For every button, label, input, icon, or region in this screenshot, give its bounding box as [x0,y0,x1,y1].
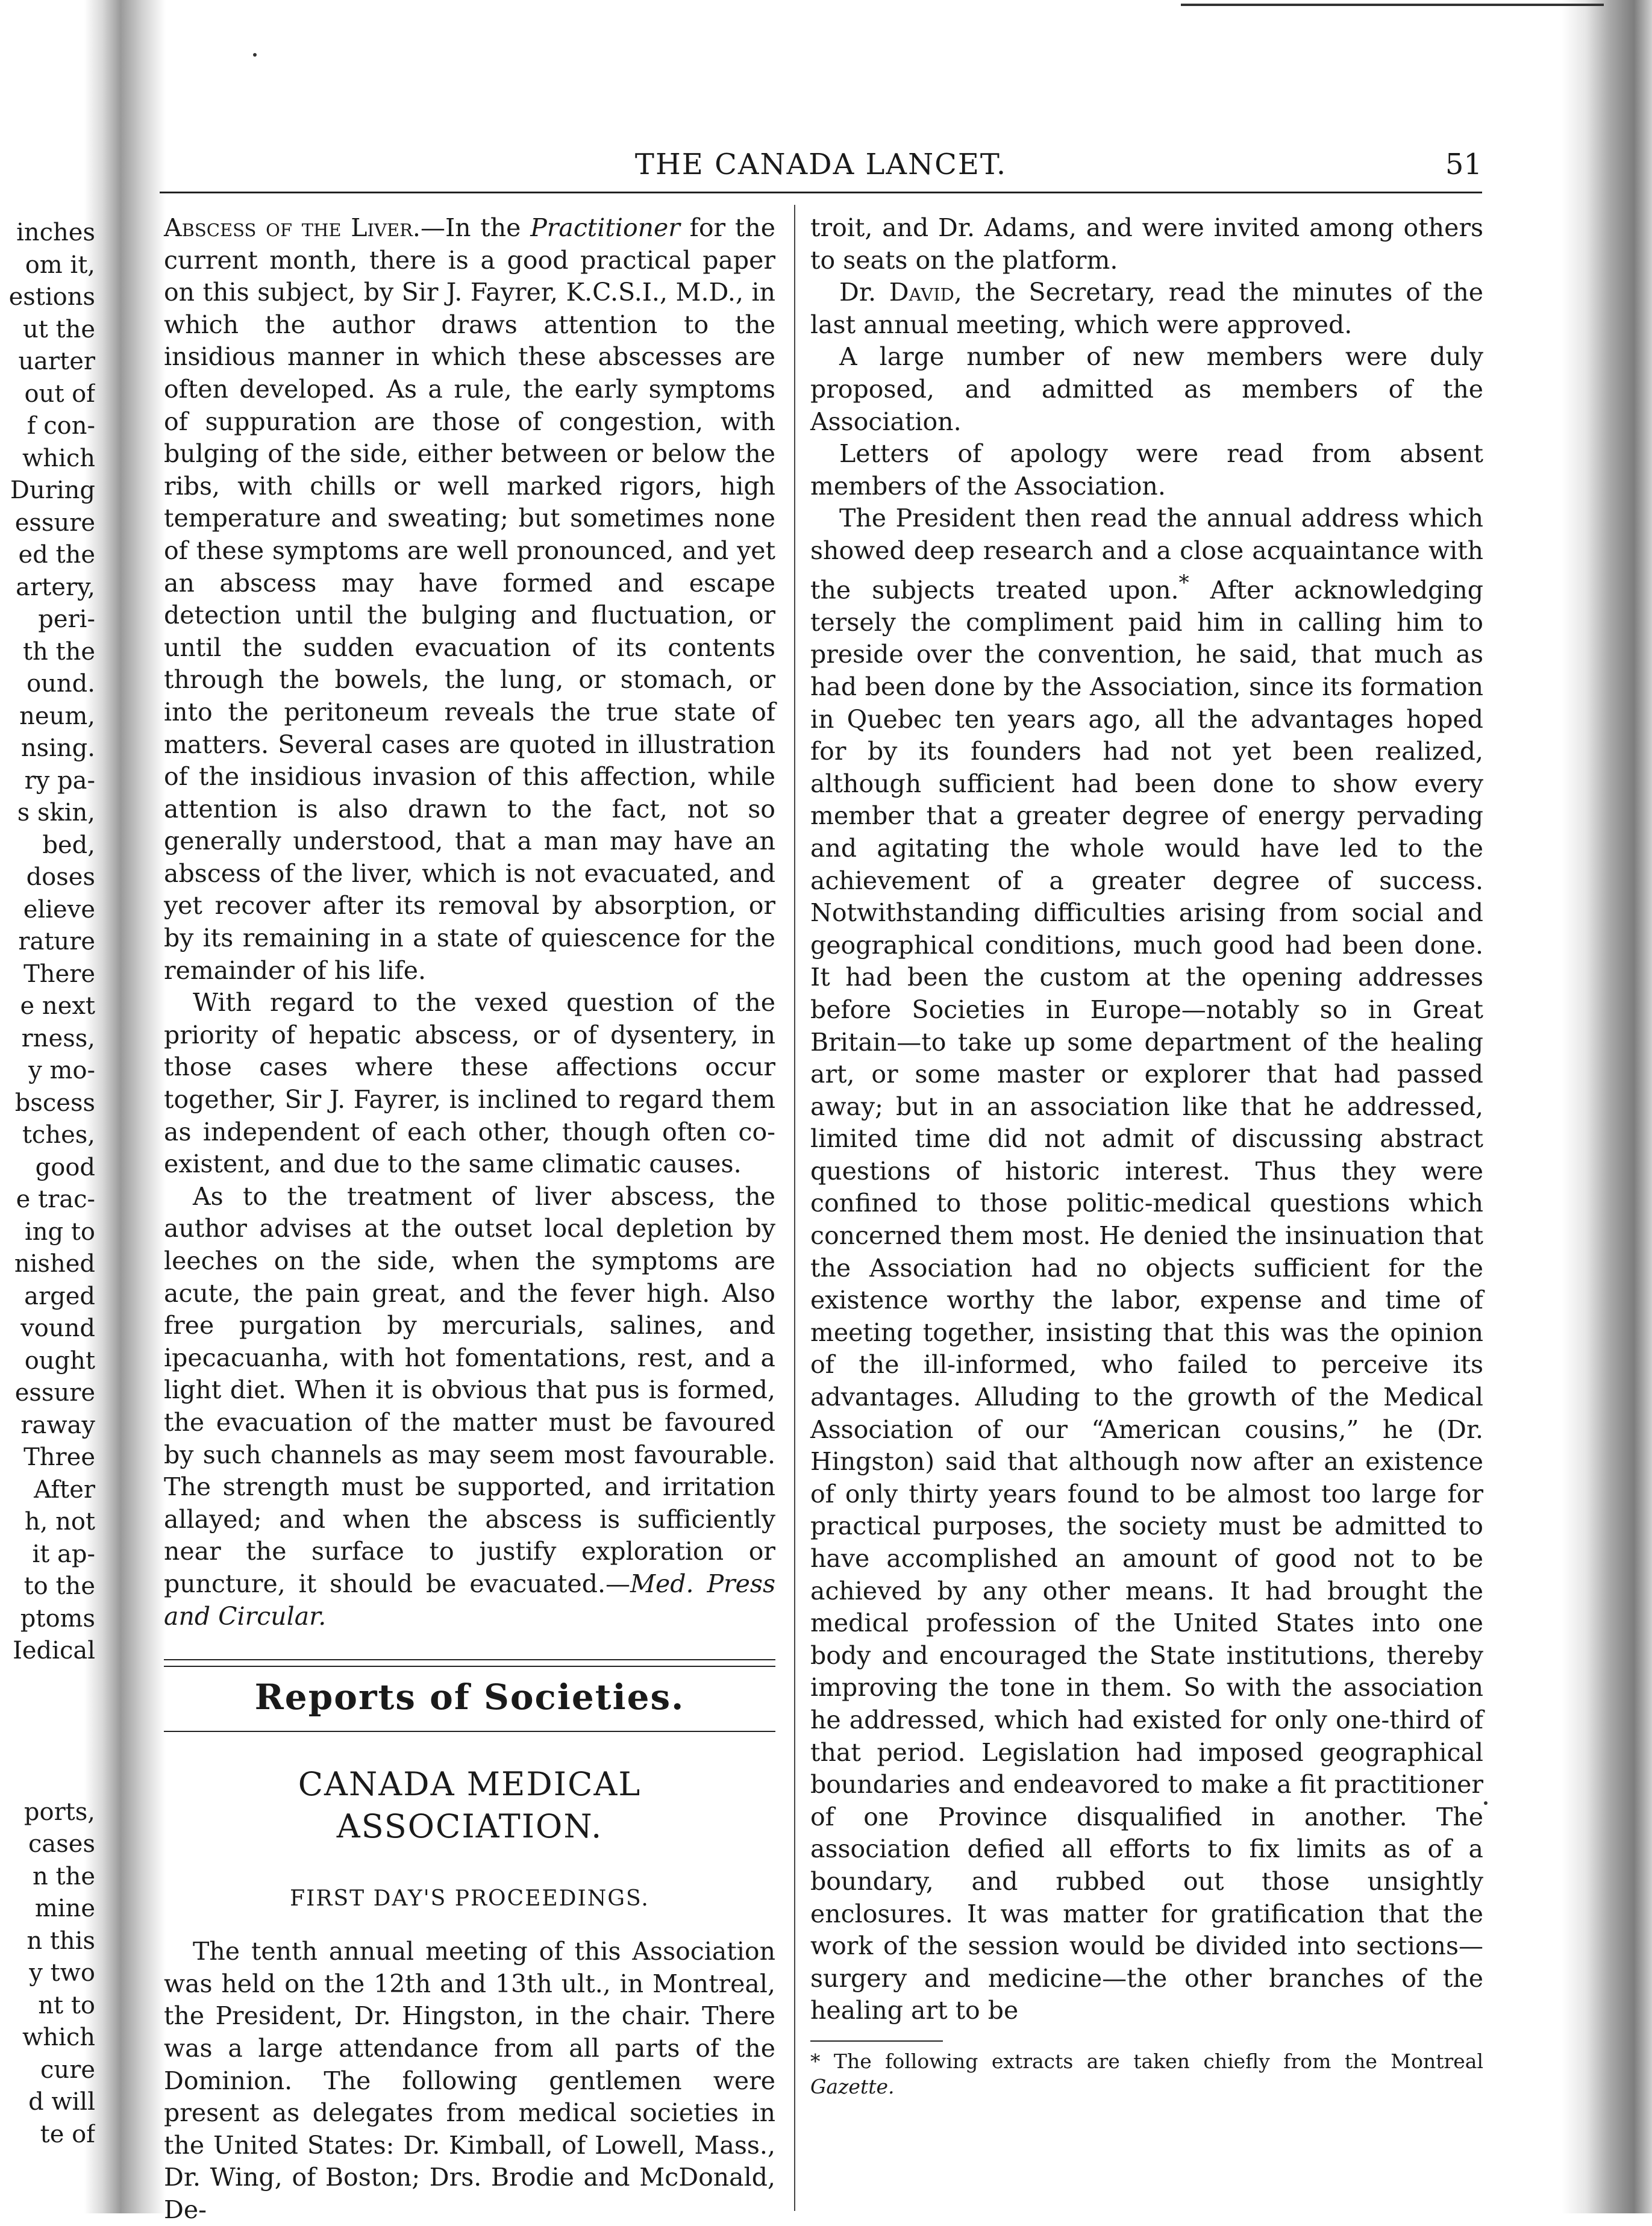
margin-fragment: e trac- [16,1186,95,1213]
margin-fragment: mine [34,1895,95,1922]
previous-page-margin-fragments [5,217,95,2151]
margin-fragment: d will [28,2088,95,2116]
margin-fragment: raway [20,1411,95,1439]
journal-name: Practitioner [530,213,680,242]
margin-fragment: ed the [18,541,95,569]
margin-fragment: te of [40,2120,95,2148]
margin-fragment: artery, [16,573,95,601]
margin-fragment: ports, [23,1798,95,1826]
priority-paragraph: With regard to the vexed question of the priority of hepatic abscess, or of dysentery, in those cases where these affections occur together, Sir J. Fayrer, is inclined to regard them as independent of each other, though often co-existent, and due to the same climatic causes. [164,988,775,1179]
margin-fragment: doses [26,863,95,891]
address-text-lead: The President then read the annual address which showed deep research and a close acquaintance with the subjects treated upon. [810,504,1483,605]
margin-fragment: to the [23,1572,95,1600]
margin-fragment: ut the [22,315,95,343]
margin-fragment [5,1668,95,1700]
abscess-paragraph [164,212,775,987]
footnote [810,2049,1483,2099]
margin-fragment: ptoms [20,1604,95,1633]
margin-fragment [5,1764,95,1796]
margin-fragment: uarter [18,348,95,375]
abscess-text-lead: —In the [420,213,531,242]
apology-paragraph: Letters of apology were read from absent members of the Association. [810,439,1483,501]
margin-fragment: ing to [24,1218,95,1246]
column-divider [794,205,795,2211]
footnote-rule [810,2040,943,2042]
margin-fragment: cure [40,2056,95,2084]
margin-fragment: inches [16,219,95,246]
margin-fragment: essure [14,508,95,537]
continuation-paragraph: troit, and Dr. Adams, and were invited among others to seats on the platform. [810,213,1483,275]
margin-fragment: e next [20,992,95,1020]
abscess-text-body: for the current month, there is a good practical paper on this subject, by Sir J. Fayrer, K.C.S.I., M.D., in which the author draws attention to the insidious manner in which these abscesses are often developed. As a rule, the early symptoms of suppuration are those of congestion, with bulging of the side, either between or below the ribs, with chills or well marked rigors, high temperature and sweating; but sometimes none of these symptoms are well pronounced, and yet an abscess may have formed and escape detection until the bulging and fluctuation, or until the sudden evacuation of its contents through the bowels, the lung, or stomach, or into the peritoneum reveals the true state of matters. Several cases are quoted in illustration of the insidious invasion of this affection, while attention is also drawn to the fact, not so generally understood, that a man may have an abscess of the liver, which is not evacuated, and yet recover after its removal by absorption, or by its remaining in a state of quiescence for the remainder of his life. [164,213,776,985]
footnote-mark: * [1178,571,1189,595]
margin-fragment [5,1699,95,1732]
margin-fragment: it ap- [32,1540,95,1568]
left-column [164,212,775,2226]
margin-fragment: f con- [27,412,95,440]
margin-fragment: y mo- [28,1057,95,1084]
margin-fragment: ry pa- [24,766,95,795]
margin-fragment: om it, [25,251,95,279]
treatment-source: Med. Press and Circular. [164,1569,775,1631]
treatment-text: As to the treatment of liver abscess, the author advises at the outset local depletion by leeches on the side, when the symptoms are acute, the pain great, and the fever high. Also free purgation by mercurials, salines, and ipecacuanha, with hot fomentations, rest, and a light diet. When it is obvious that pus is formed, the evacuation of the matter must be favoured by such channels as may seem most favourable. The strength must be supported, and irritation allayed; and when the abscess is sufficiently near the surface to justify exploration or puncture, it should be evacuated.— [164,1181,775,1598]
margin-fragment: neum, [19,702,95,730]
header-rule [160,192,1482,193]
margin-fragment: Three [23,1443,95,1471]
address-paragraph [810,502,1483,2027]
margin-fragment: arged [24,1282,95,1310]
margin-fragment [5,1732,95,1765]
proceedings-subtitle: FIRST DAY'S PROCEEDINGS. [290,1886,649,1912]
treatment-paragraph [164,1181,775,1633]
secretary-text-lead: Dr. [839,278,889,307]
footnote-source: Gazette. [810,2074,895,2098]
margin-fragment: ound. [27,670,95,698]
margin-fragment: which [22,444,95,472]
margin-fragment: tches, [22,1121,95,1149]
margin-fragment: During [10,477,95,504]
margin-fragment: h, not [24,1508,95,1536]
print-speck [253,53,257,57]
top-edge-rule [1181,4,1604,6]
print-speck [1484,1801,1488,1805]
margin-fragment: essure [14,1379,95,1407]
margin-fragment: elieve [23,895,95,924]
section-rule [164,1731,775,1732]
new-members-paragraph: A large number of new members were duly proposed, and admitted as members of the Association. [810,342,1483,436]
margin-fragment: vound [20,1315,95,1342]
right-column [810,212,1483,2099]
page-number: 51 [1445,148,1482,181]
margin-fragment: n this [27,1927,95,1955]
margin-fragment: bscess [14,1089,95,1117]
margin-fragment: nished [14,1250,95,1278]
margin-fragment: Iedical [13,1637,95,1665]
address-text-body: After acknowledging tersely the compliment paid him in calling him to preside over the convention, he said, that much as had been done by the Association, since its formation in Quebec ten years ago, all the advantages hoped for by its founders had not yet been realized, although sufficient had been done to show every member that a greater degree of energy pervading and agitating the whole would have led to the achievement of a greater degree of success. Notwithstanding difficulties arising from social and geographical conditions, much good had been done. It had been the custom at the opening addresses before Societies in Europe—notably so in Great Britain—to take up some department of the healing art, or some master or explorer that had passed away; but in an association like that he addressed, limited time did not admit of discussing abstract questions of historic interest. Thus they were confined to those politic-medical questions which concerned them most. He denied the insinuation that the Association had no objects sufficient for the existence worthy the labor, expense and time of meeting together, insisting that this was the opinion of the ill-informed, who failed to perceive its advantages. Alluding to the growth of the Medical Association of our “American cousins,” he (Dr. Hingston) said that although now after an existence of only thirty years found to be almost too large for practical purposes, the society must be admitted to have accomplished an amount of good not to be achieved by any other means. It had brought the medical profession of the United States into one body and encouraged the State institutions, thereby improving the tone in them. So with the association he addressed, which had existed for only one-third of that period. Legislation had imposed geographical boundaries and endeavored to make a fit practitioner of one Province disqualified in another. The association defied all efforts to fix limits as of a boundary, and rubbed out those unsightly enclosures. It was matter for gratification that the work of the session would be divided into sections—surgery and medicine—the other branches of the healing art to be [810,575,1483,2025]
right-scan-shadow [1562,0,1652,2213]
margin-fragment: th the [22,637,95,666]
margin-fragment: peri- [38,605,95,633]
secretary-text-body: , the Secretary, read the minutes of the last annual meeting, which were approved. [810,278,1483,339]
running-header [160,148,1482,184]
footnote-text: * The following extracts are taken chiefly from the Montreal [810,2049,1483,2073]
margin-fragment: estions [8,283,95,311]
margin-fragment: bed, [42,831,95,859]
margin-fragment: which [22,2024,95,2051]
secretary-name: David [889,278,954,307]
margin-fragment: rature [18,928,95,955]
meeting-paragraph: The tenth annual meeting of this Association was held on the 12th and 13th ult., in Montreal, the President, Dr. Hingston, in the chair. There was a large attendance from all parts of the Dominion. The following gentlemen were present as delegates from medical societies in the United States: Dr. Kimball, of Lowell, Mass., Dr. Wing, of Boston; Drs. Brodie and McDonald, De- [164,1937,775,2224]
association-title: CANADA MEDICAL ASSOCIATION. [298,1765,642,1846]
section-double-rule [164,1659,775,1667]
margin-fragment: nt to [38,1991,95,2019]
margin-fragment: nsing. [20,734,95,762]
margin-fragment: y two [29,1959,95,1987]
section-heading: Reports of Societies. [254,1677,685,1718]
margin-fragment: cases [28,1830,95,1858]
abscess-heading: Abscess of the Liver. [164,213,421,242]
margin-fragment: There [23,960,95,988]
margin-fragment: rness, [21,1024,95,1052]
margin-fragment: n the [33,1862,95,1890]
margin-fragment: s skin, [17,799,95,827]
margin-fragment: ought [24,1346,95,1375]
margin-fragment: good [35,1153,95,1181]
margin-fragment: out of [24,380,95,408]
secretary-paragraph [810,277,1483,341]
margin-fragment: After [34,1475,95,1504]
running-title: THE CANADA LANCET. [634,148,1007,181]
